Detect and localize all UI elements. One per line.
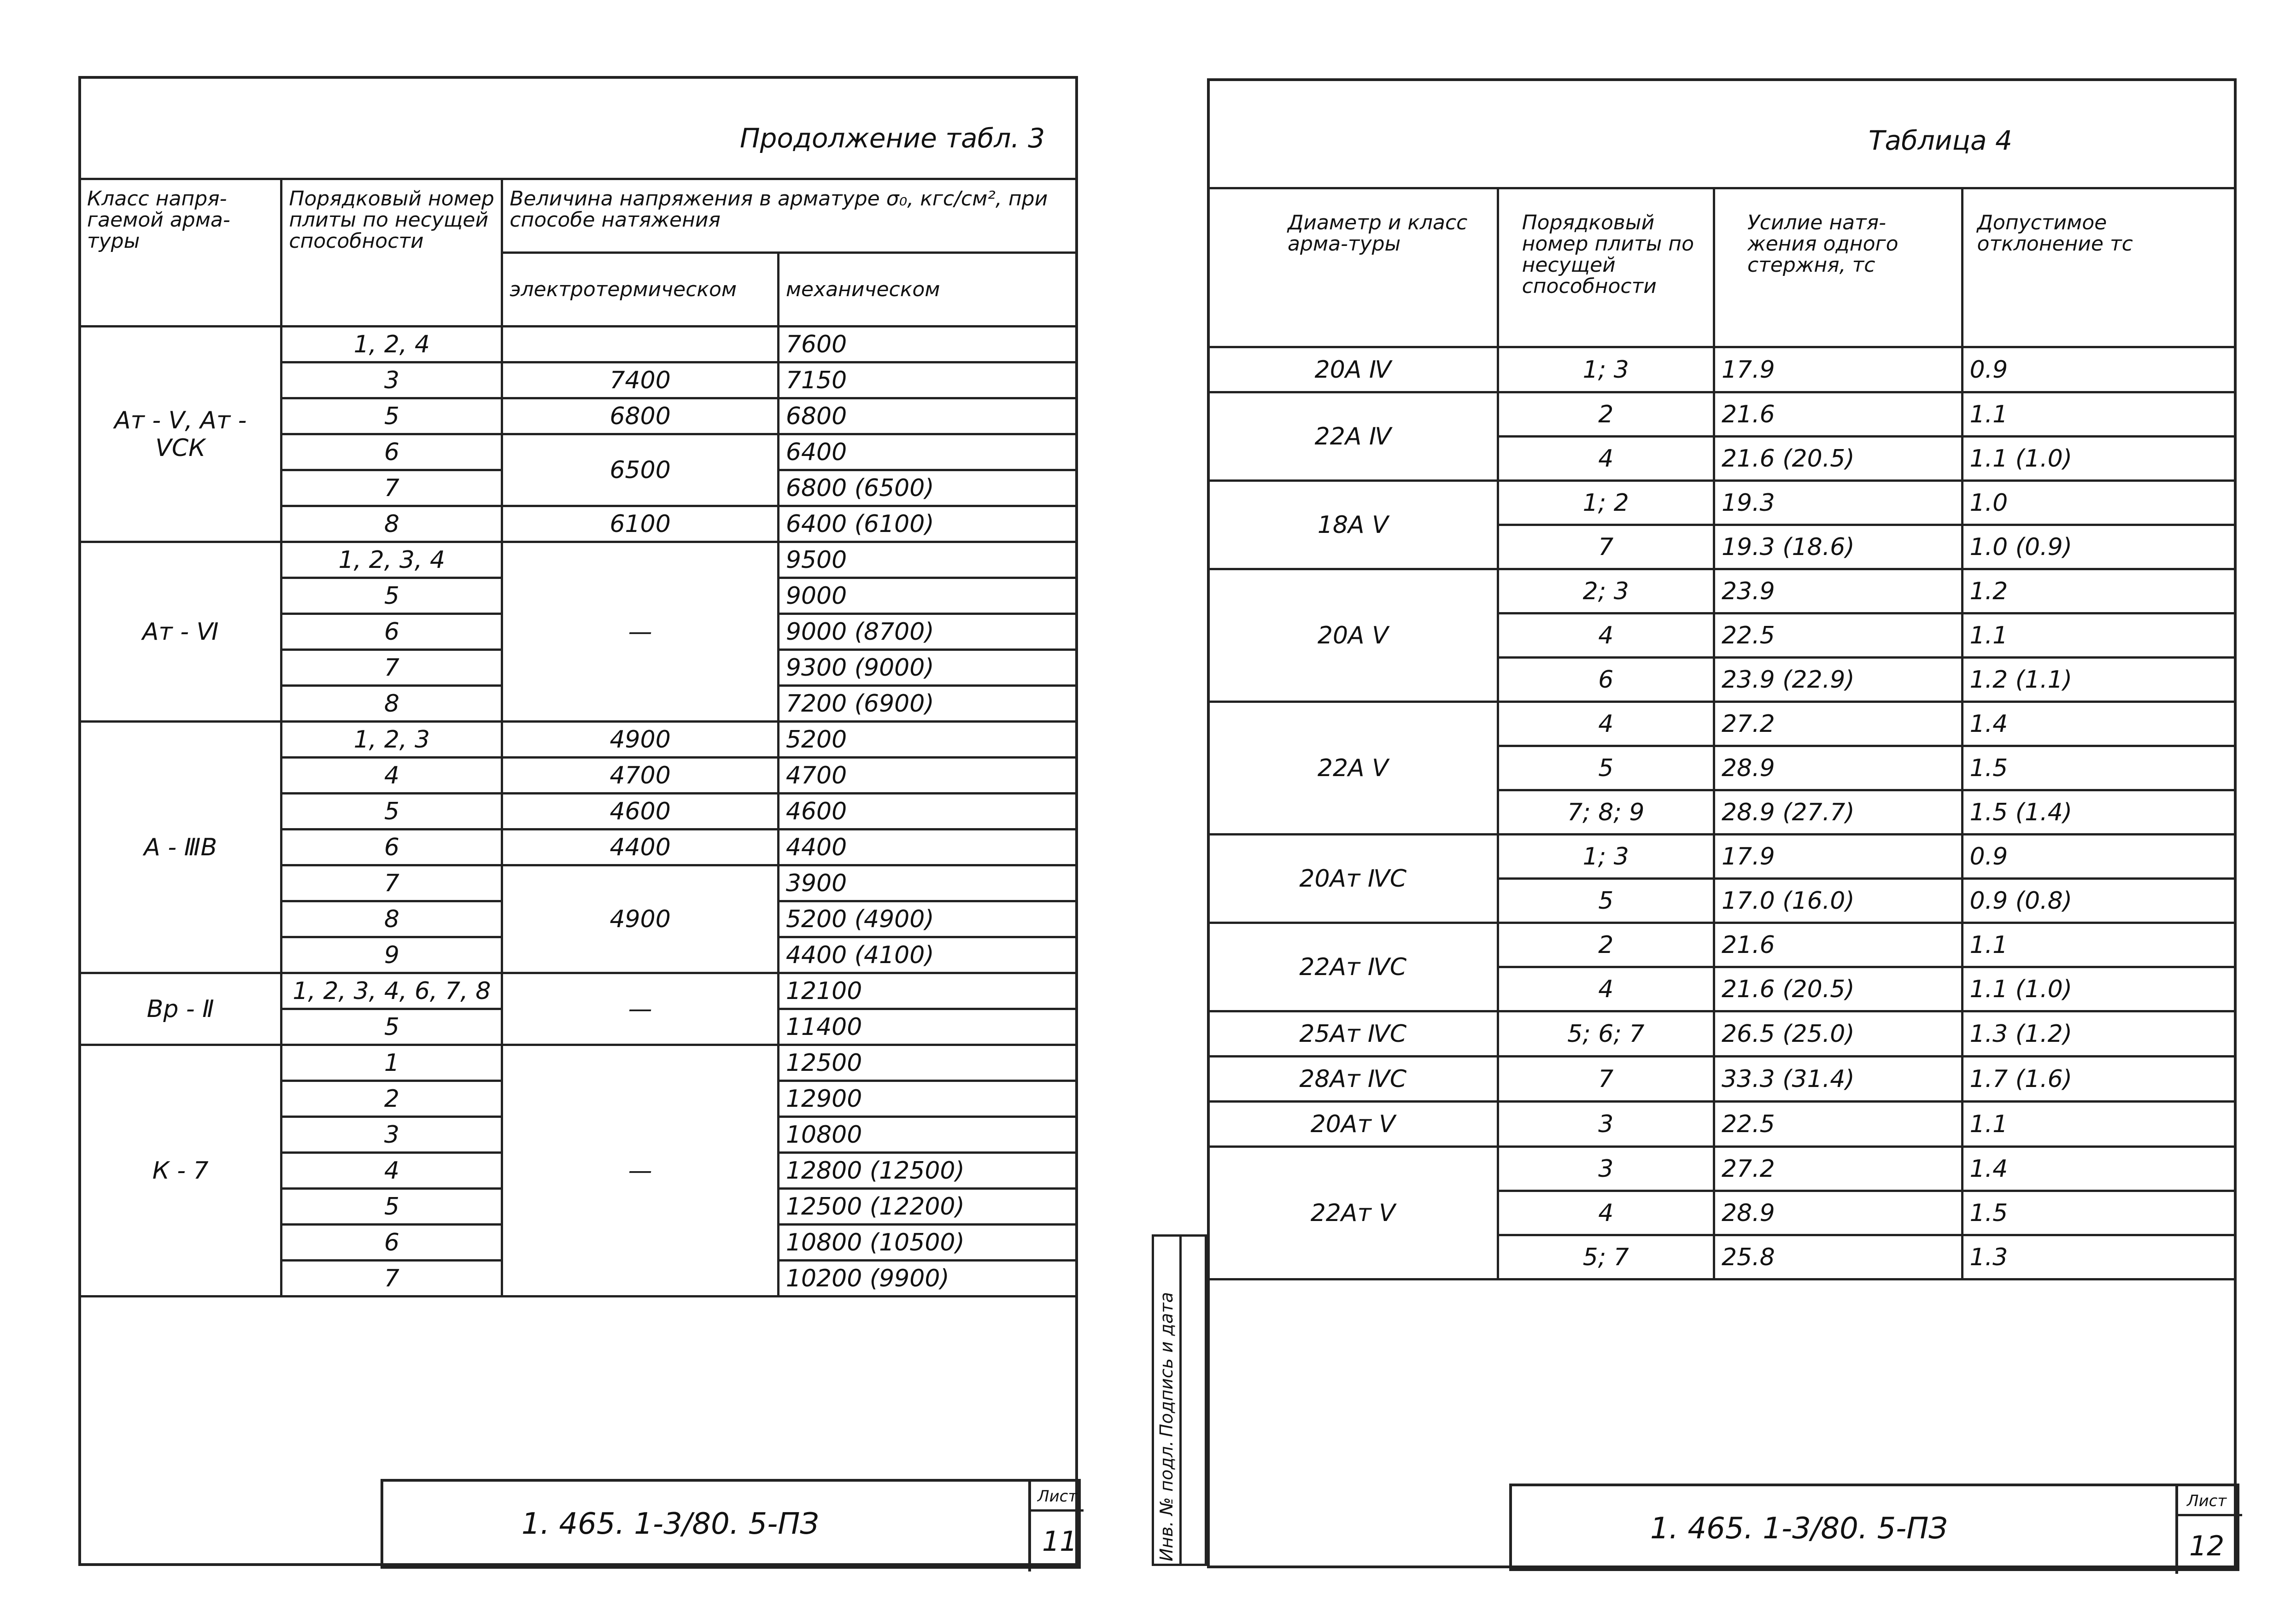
- mechanical-value-cell: 6800 (6500): [778, 470, 1077, 506]
- slab-number-cell: 2; 3: [1498, 569, 1714, 613]
- slab-number-cell: 3: [281, 1117, 502, 1153]
- slab-number-cell: 4: [1498, 1191, 1714, 1235]
- tolerance-cell: 1.4: [1962, 1147, 2235, 1191]
- slab-number-cell: 5; 7: [1498, 1235, 1714, 1279]
- col-tension-force: Усилие натя-жения одного стержня, тс: [1714, 188, 1962, 347]
- slab-number-cell: 6: [281, 830, 502, 865]
- mechanical-value-cell: 6400: [778, 434, 1077, 470]
- electrothermal-value-cell: —: [502, 1045, 779, 1297]
- mechanical-value-cell: 11400: [778, 1009, 1077, 1045]
- tolerance-cell: 0.9: [1962, 835, 2235, 879]
- slab-number-cell: 8: [281, 901, 502, 937]
- electrothermal-value-cell: 4600: [502, 794, 779, 830]
- diameter-class-cell: 18А Ⅴ: [1208, 481, 1498, 569]
- tension-force-cell: 23.9 (22.9): [1714, 658, 1962, 702]
- left-sheet: [78, 76, 1078, 1566]
- tolerance-cell: 1.5: [1962, 1191, 2235, 1235]
- reinforcement-class-cell: Ат - Ⅵ: [80, 542, 281, 722]
- tolerance-cell: 1.3 (1.2): [1962, 1011, 2235, 1057]
- tension-force-cell: 21.6 (20.5): [1714, 437, 1962, 481]
- slab-number-cell: 5: [281, 578, 502, 614]
- mechanical-value-cell: 12500 (12200): [778, 1189, 1077, 1225]
- tolerance-cell: 1.1: [1962, 923, 2235, 967]
- sheet-label: Лист: [1037, 1487, 1078, 1506]
- tolerance-cell: 1.5 (1.4): [1962, 790, 2235, 835]
- slab-number-cell: 8: [281, 686, 502, 722]
- mechanical-value-cell: 6800: [778, 398, 1077, 434]
- diameter-class-cell: 20А Ⅳ: [1208, 347, 1498, 392]
- table-row: [80, 327, 1077, 362]
- slab-number-cell: 6: [281, 614, 502, 650]
- table-row: [1208, 1147, 2236, 1191]
- slab-number-cell: 4: [1498, 967, 1714, 1011]
- mechanical-value-cell: 3900: [778, 865, 1077, 901]
- diameter-class-cell: 22А Ⅳ: [1208, 392, 1498, 481]
- tolerance-cell: 1.1 (1.0): [1962, 967, 2235, 1011]
- table-row: [1208, 392, 2236, 437]
- mechanical-value-cell: 7200 (6900): [778, 686, 1077, 722]
- tension-force-cell: 25.8: [1714, 1235, 1962, 1279]
- slab-number-cell: 1; 3: [1498, 347, 1714, 392]
- tension-force-cell: 21.6: [1714, 392, 1962, 437]
- mechanical-value-cell: 9300 (9000): [778, 650, 1077, 686]
- slab-number-cell: 1, 2, 3: [281, 722, 502, 758]
- col-tolerance: Допустимое отклонение тс: [1962, 188, 2235, 347]
- table-row: [1208, 835, 2236, 879]
- slab-number-cell: 3: [1498, 1147, 1714, 1191]
- tension-force-cell: 17.0 (16.0): [1714, 879, 1962, 923]
- diameter-class-cell: 22А Ⅴ: [1208, 702, 1498, 835]
- table-row: [80, 722, 1077, 758]
- mechanical-value-cell: 7600: [778, 327, 1077, 362]
- electrothermal-value-cell: —: [502, 973, 779, 1045]
- side-strip-divider: [1179, 1234, 1182, 1566]
- right-table-header: Таблица 4: [1869, 125, 2012, 156]
- tension-force-cell: 22.5: [1714, 613, 1962, 658]
- tension-force-cell: 23.9: [1714, 569, 1962, 613]
- tolerance-cell: 1.1: [1962, 613, 2235, 658]
- slab-number-cell: 1, 2, 4: [281, 327, 502, 362]
- diameter-class-cell: 20А Ⅴ: [1208, 569, 1498, 702]
- table-row: [80, 1045, 1077, 1081]
- slab-number-cell: 6: [1498, 658, 1714, 702]
- col-stress-value: Величина напряжения в арматуре σ₀, кгс/см², при способе натяжения: [502, 179, 1077, 253]
- slab-number-cell: 4: [1498, 613, 1714, 658]
- slab-number-cell: 3: [1498, 1102, 1714, 1147]
- slab-number-cell: 1, 2, 3, 4, 6, 7, 8: [281, 973, 502, 1009]
- mechanical-value-cell: 10200 (9900): [778, 1261, 1077, 1297]
- slab-number-cell: 5: [1498, 879, 1714, 923]
- table-3-continued: [78, 178, 1078, 1297]
- mechanical-value-cell: 5200 (4900): [778, 901, 1077, 937]
- slab-number-cell: 7: [281, 470, 502, 506]
- diameter-class-cell: 25Ат ⅣС: [1208, 1011, 1498, 1057]
- mechanical-value-cell: 10800: [778, 1117, 1077, 1153]
- slab-number-cell: 6: [281, 434, 502, 470]
- mechanical-value-cell: 12800 (12500): [778, 1153, 1077, 1189]
- tolerance-cell: 0.9: [1962, 347, 2235, 392]
- electrothermal-value-cell: 6800: [502, 398, 779, 434]
- mechanical-value-cell: 5200: [778, 722, 1077, 758]
- slab-number-cell: 1: [281, 1045, 502, 1081]
- mechanical-value-cell: 4700: [778, 758, 1077, 794]
- col-electrothermal: электротермическом: [502, 253, 779, 327]
- tension-force-cell: 28.9: [1714, 746, 1962, 790]
- diameter-class-cell: 22Ат ⅣС: [1208, 923, 1498, 1011]
- col-reinforcement-class: Класс напря-гаемой арма-туры: [80, 179, 281, 327]
- sheet-label: Лист: [2187, 1492, 2227, 1510]
- mechanical-value-cell: 7150: [778, 362, 1077, 398]
- slab-number-cell: 2: [1498, 392, 1714, 437]
- table-row: [80, 973, 1077, 1009]
- slab-number-cell: 7: [1498, 525, 1714, 569]
- table-row: [1208, 1102, 2236, 1147]
- slab-number-cell: 1, 2, 3, 4: [281, 542, 502, 578]
- table-row: [1208, 923, 2236, 967]
- tolerance-cell: 1.1: [1962, 1102, 2235, 1147]
- stamp-divider: [2175, 1486, 2178, 1574]
- slab-number-cell: 3: [281, 362, 502, 398]
- tolerance-cell: 1.2 (1.1): [1962, 658, 2235, 702]
- slab-number-cell: 5: [281, 1009, 502, 1045]
- mechanical-value-cell: 4400: [778, 830, 1077, 865]
- slab-number-cell: 7; 8; 9: [1498, 790, 1714, 835]
- sheet-number: 11: [1042, 1525, 1078, 1558]
- slab-number-cell: 8: [281, 506, 502, 542]
- table-row: [1208, 481, 2236, 525]
- slab-number-cell: 4: [1498, 702, 1714, 746]
- tension-force-cell: 28.9 (27.7): [1714, 790, 1962, 835]
- slab-number-cell: 7: [281, 865, 502, 901]
- tension-force-cell: 19.3: [1714, 481, 1962, 525]
- tolerance-cell: 1.0 (0.9): [1962, 525, 2235, 569]
- stamp-divider: [1028, 1482, 1031, 1571]
- electrothermal-value-cell: 4900: [502, 722, 779, 758]
- signature-date-label: Подпись и дата: [1156, 1292, 1177, 1437]
- slab-number-cell: 4: [1498, 437, 1714, 481]
- electrothermal-value-cell: 4900: [502, 865, 779, 973]
- electrothermal-value-cell: 4700: [502, 758, 779, 794]
- tolerance-cell: 1.5: [1962, 746, 2235, 790]
- col-slab-number: Порядковый номер плиты по несущей способности: [1498, 188, 1714, 347]
- electrothermal-value-cell: 6100: [502, 506, 779, 542]
- table-row: [1208, 702, 2236, 746]
- right-title-block: [1509, 1484, 2239, 1571]
- diameter-class-cell: 28Ат ⅣС: [1208, 1057, 1498, 1102]
- left-table-header: Продолжение табл. 3: [740, 123, 1045, 154]
- electrothermal-value-cell: [502, 327, 779, 362]
- slab-number-cell: 2: [281, 1081, 502, 1117]
- tension-force-cell: 21.6: [1714, 923, 1962, 967]
- reinforcement-class-cell: Вр - Ⅱ: [80, 973, 281, 1045]
- diameter-class-cell: 20Ат Ⅴ: [1208, 1102, 1498, 1147]
- electrothermal-value-cell: 7400: [502, 362, 779, 398]
- tolerance-cell: 1.1: [1962, 392, 2235, 437]
- tolerance-cell: 0.9 (0.8): [1962, 879, 2235, 923]
- slab-number-cell: 6: [281, 1225, 502, 1261]
- tolerance-cell: 1.2: [1962, 569, 2235, 613]
- tolerance-cell: 1.1 (1.0): [1962, 437, 2235, 481]
- stamp-divider: [1028, 1509, 1084, 1512]
- stamp-divider: [2175, 1514, 2242, 1516]
- mechanical-value-cell: 9000: [778, 578, 1077, 614]
- slab-number-cell: 5: [281, 1189, 502, 1225]
- col-slab-number: Порядковый номер плиты по несущей способности: [281, 179, 502, 327]
- tolerance-cell: 1.7 (1.6): [1962, 1057, 2235, 1102]
- tension-force-cell: 22.5: [1714, 1102, 1962, 1147]
- tension-force-cell: 21.6 (20.5): [1714, 967, 1962, 1011]
- tension-force-cell: 19.3 (18.6): [1714, 525, 1962, 569]
- tolerance-cell: 1.4: [1962, 702, 2235, 746]
- drawing-code: 1. 465. 1-3/80. 5-ПЗ: [521, 1507, 819, 1541]
- col-mechanical: механическом: [778, 253, 1077, 327]
- tension-force-cell: 17.9: [1714, 347, 1962, 392]
- tension-force-cell: 33.3 (31.4): [1714, 1057, 1962, 1102]
- slab-number-cell: 2: [1498, 923, 1714, 967]
- table-row: [80, 542, 1077, 578]
- mechanical-value-cell: 10800 (10500): [778, 1225, 1077, 1261]
- slab-number-cell: 1; 2: [1498, 481, 1714, 525]
- tension-force-cell: 28.9: [1714, 1191, 1962, 1235]
- mechanical-value-cell: 9500: [778, 542, 1077, 578]
- reinforcement-class-cell: Ат - Ⅴ, Ат - ⅤСК: [80, 327, 281, 542]
- electrothermal-value-cell: —: [502, 542, 779, 722]
- tension-force-cell: 26.5 (25.0): [1714, 1011, 1962, 1057]
- slab-number-cell: 5: [281, 794, 502, 830]
- mechanical-value-cell: 9000 (8700): [778, 614, 1077, 650]
- slab-number-cell: 5: [281, 398, 502, 434]
- diameter-class-cell: 22Ат Ⅴ: [1208, 1147, 1498, 1279]
- slab-number-cell: 5; 6; 7: [1498, 1011, 1714, 1057]
- slab-number-cell: 4: [281, 758, 502, 794]
- slab-number-cell: 9: [281, 937, 502, 973]
- mechanical-value-cell: 4600: [778, 794, 1077, 830]
- tolerance-cell: 1.3: [1962, 1235, 2235, 1279]
- slab-number-cell: 4: [281, 1153, 502, 1189]
- inventory-number-label: Инв. № подл.: [1156, 1440, 1177, 1561]
- table-4: [1207, 187, 2237, 1280]
- tension-force-cell: 27.2: [1714, 1147, 1962, 1191]
- reinforcement-class-cell: А - ⅢВ: [80, 722, 281, 973]
- slab-number-cell: 5: [1498, 746, 1714, 790]
- slab-number-cell: 1; 3: [1498, 835, 1714, 879]
- drawing-code: 1. 465. 1-3/80. 5-ПЗ: [1650, 1512, 1948, 1546]
- mechanical-value-cell: 4400 (4100): [778, 937, 1077, 973]
- slab-number-cell: 7: [281, 1261, 502, 1297]
- mechanical-value-cell: 12100: [778, 973, 1077, 1009]
- tension-force-cell: 17.9: [1714, 835, 1962, 879]
- reinforcement-class-cell: К - 7: [80, 1045, 281, 1297]
- col-diameter-class: Диаметр и класс арма-туры: [1208, 188, 1498, 347]
- slab-number-cell: 7: [281, 650, 502, 686]
- mechanical-value-cell: 6400 (6100): [778, 506, 1077, 542]
- right-sheet: [1207, 78, 2237, 1568]
- mechanical-value-cell: 12900: [778, 1081, 1077, 1117]
- tension-force-cell: 27.2: [1714, 702, 1962, 746]
- table-row: [1208, 1011, 2236, 1057]
- slab-number-cell: 7: [1498, 1057, 1714, 1102]
- table-row: [1208, 569, 2236, 613]
- electrothermal-value-cell: 6500: [502, 434, 779, 506]
- diameter-class-cell: 20Ат ⅣС: [1208, 835, 1498, 923]
- left-title-block: [381, 1479, 1081, 1569]
- table-row: [1208, 1057, 2236, 1102]
- tolerance-cell: 1.0: [1962, 481, 2235, 525]
- sheet-number: 12: [2189, 1530, 2225, 1562]
- table-row: [1208, 347, 2236, 392]
- electrothermal-value-cell: 4400: [502, 830, 779, 865]
- mechanical-value-cell: 12500: [778, 1045, 1077, 1081]
